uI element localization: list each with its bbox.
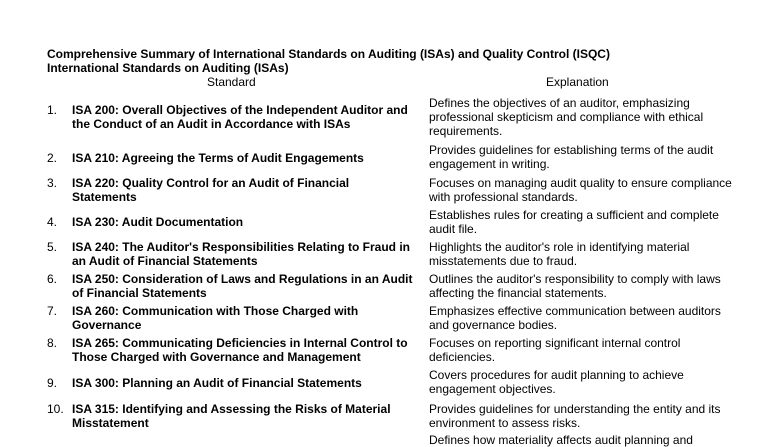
row-standard: ISA 210: Agreeing the Terms of Audit Engagements — [72, 151, 364, 165]
row-standard: ISA 240: The Auditor's Responsibilities Relating to Fraud in an Audit of Financial Statements — [72, 240, 411, 268]
row-standard: ISA 260: Communication with Those Charged with Governance — [72, 304, 359, 332]
row-standard: ISA 300: Planning an Audit of Financial Statements — [72, 376, 362, 390]
row-explanation: Focuses on managing audit quality to ensure compliance with professional standards. — [429, 176, 732, 204]
row-number: 9. — [47, 376, 58, 390]
row-number: 5. — [47, 240, 58, 254]
document-title: Comprehensive Summary of International Standards on Auditing (ISAs) and Quality Control (ISQC) — [47, 47, 610, 61]
column-header-explanation: Explanation — [546, 75, 609, 89]
row-number: 3. — [47, 176, 58, 190]
column-header-standard: Standard — [207, 75, 256, 89]
row-explanation: Defines the objectives of an auditor, emphasizing professional skepticism and compliance with ethical requirements. — [429, 96, 704, 138]
row-number: 8. — [47, 336, 58, 350]
row-number: 4. — [47, 215, 58, 229]
row-explanation: Outlines the auditor's responsibility to comply with laws affecting the financial statements. — [429, 272, 721, 300]
row-standard: ISA 250: Consideration of Laws and Regulations in an Audit of Financial Statements — [72, 272, 413, 300]
row-number: 1. — [47, 103, 58, 117]
row-standard: ISA 315: Identifying and Assessing the Risks of Material Misstatement — [72, 402, 391, 430]
row-number: 7. — [47, 304, 58, 318]
document — [47, 47, 737, 90]
row-explanation: Highlights the auditor's role in identifying material misstatements due to fraud. — [429, 240, 690, 268]
row-standard: ISA 265: Communicating Deficiencies in Internal Control to Those Charged with Governance and Management — [72, 336, 408, 364]
row-explanation: Establishes rules for creating a sufficient and complete audit file. — [429, 208, 719, 236]
row-number: 2. — [47, 151, 58, 165]
section-title: International Standards on Auditing (ISAs) — [47, 61, 289, 75]
row-explanation: Provides guidelines for understanding the entity and its environment to assess risks. — [429, 402, 721, 430]
row-explanation: Emphasizes effective communication between auditors and governance bodies. — [429, 304, 721, 332]
row-standard: ISA 220: Quality Control for an Audit of Financial Statements — [72, 176, 350, 204]
row-number: 10. — [47, 402, 64, 416]
row-explanation: Provides guidelines for establishing terms of the audit engagement in writing. — [429, 143, 714, 171]
row-explanation: Defines how materiality affects audit planning and — [429, 433, 693, 447]
row-standard: ISA 230: Audit Documentation — [72, 215, 244, 229]
row-number: 6. — [47, 272, 58, 286]
row-explanation: Covers procedures for audit planning to achieve engagement objectives. — [429, 368, 684, 396]
row-explanation: Focuses on reporting significant internal control deficiencies. — [429, 336, 681, 364]
row-standard: ISA 200: Overall Objectives of the Independent Auditor and the Conduct of an Audit in Accordance with ISAs — [72, 103, 408, 131]
table-header — [47, 75, 737, 90]
